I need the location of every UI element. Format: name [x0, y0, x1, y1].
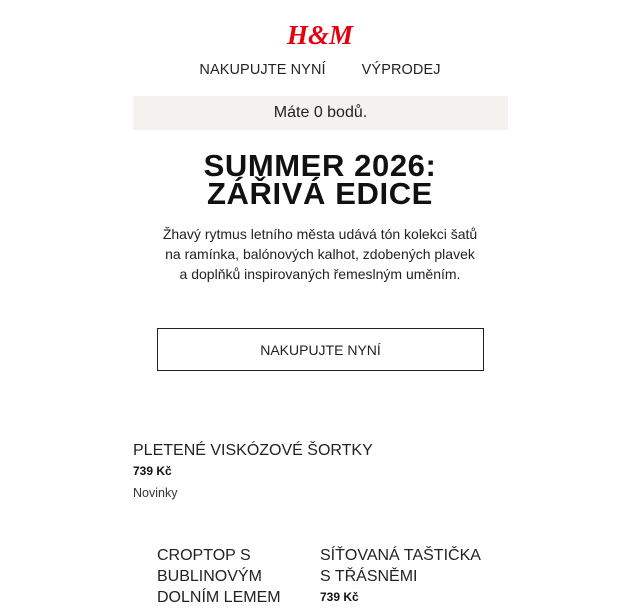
product-price: 739 Kč	[133, 464, 172, 478]
hero-description: Žhavý rytmus letního města udává tón kolekci šatů na ramínka, balónových kalhot, zdobených plavek a doplňků inspirovaných řemeslným uměním.	[162, 226, 478, 282]
top-nav	[0, 62, 640, 82]
nav-shop-now[interactable]: NAKUPUJTE NYNÍ	[199, 62, 326, 78]
hm-logo-icon	[286, 18, 354, 50]
product-price: 739 Kč	[320, 590, 359, 604]
points-banner	[133, 96, 508, 130]
product-card[interactable]	[320, 545, 490, 604]
hero-headline	[120, 148, 520, 211]
product-name[interactable]: SÍŤOVANÁ TAŠTIČKA S TŘÁSNĚMI	[320, 547, 481, 585]
shop-now-button[interactable]: NAKUPUJTE NYNÍ	[157, 328, 484, 371]
product-tag: Novinky	[133, 486, 178, 500]
product-card[interactable]	[133, 440, 433, 500]
product-name[interactable]: PLETENÉ VISKÓZOVÉ ŠORTKY	[133, 442, 373, 459]
headline-line-1: SUMMER 2026:	[203, 148, 437, 183]
product-card[interactable]	[157, 545, 297, 608]
brand-logo[interactable]	[0, 16, 640, 52]
headline-line-2: ZÁŘIVÁ EDICE	[207, 176, 433, 211]
nav-sale[interactable]: VÝPRODEJ	[361, 62, 441, 78]
product-name[interactable]: CROPTOP S BUBLINOVÝM DOLNÍM LEMEM	[157, 547, 281, 606]
points-text: Máte 0 bodů.	[273, 104, 368, 121]
svg-text:H&M: H&M	[286, 20, 354, 50]
